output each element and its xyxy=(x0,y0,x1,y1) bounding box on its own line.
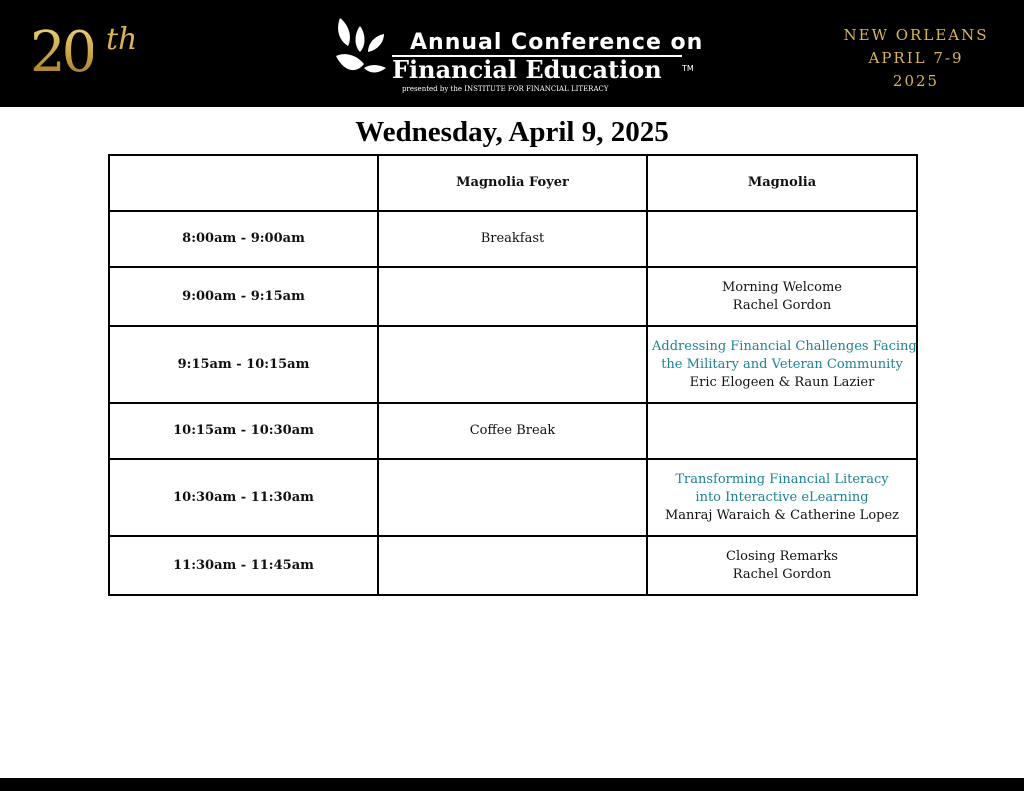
header-banner xyxy=(0,0,1024,107)
time-slot: 8:00am - 9:00am xyxy=(109,211,378,267)
header-cell-magnolia: Magnolia xyxy=(647,155,917,211)
anniversary-badge xyxy=(30,18,140,88)
session-detail: Rachel Gordon xyxy=(732,566,832,582)
schedule-table xyxy=(108,154,918,596)
session-title[interactable]: the Military and Veteran Community xyxy=(661,356,903,372)
time-slot: 9:15am - 10:15am xyxy=(109,326,378,403)
foyer-cell xyxy=(378,536,647,595)
table-row xyxy=(109,211,917,267)
header-cell-foyer: Magnolia Foyer xyxy=(378,155,647,211)
trademark-mark: TM xyxy=(682,64,694,73)
session-title[interactable]: into Interactive eLearning xyxy=(695,489,869,505)
anniversary-suffix: th xyxy=(106,22,138,57)
logo-title-line1: Annual Conference on xyxy=(410,30,704,55)
foyer-cell xyxy=(378,403,647,459)
table-row xyxy=(109,267,917,326)
leaves-icon xyxy=(334,12,390,82)
session-detail: Manraj Waraich & Catherine Lopez xyxy=(664,507,900,523)
session-title[interactable]: Transforming Financial Literacy xyxy=(675,471,889,487)
session-detail: Closing Remarks xyxy=(726,548,838,564)
event-city: NEW ORLEANS xyxy=(843,26,989,44)
session-detail: Rachel Gordon xyxy=(732,297,832,313)
foyer-event: Breakfast xyxy=(480,231,545,246)
time-slot: 10:15am - 10:30am xyxy=(109,403,378,459)
foyer-cell xyxy=(378,211,647,267)
table-row xyxy=(109,536,917,595)
time-slot: 11:30am - 11:45am xyxy=(109,536,378,595)
schedule-header-row xyxy=(109,155,917,211)
magnolia-cell xyxy=(647,267,917,326)
anniversary-number: 20 xyxy=(30,18,93,88)
logo-title-line2: Financial Education xyxy=(392,55,662,84)
foyer-cell xyxy=(378,326,647,403)
magnolia-cell xyxy=(647,459,917,536)
table-row xyxy=(109,326,917,403)
magnolia-cell xyxy=(647,211,917,267)
event-info xyxy=(836,24,996,93)
conference-logo xyxy=(334,12,704,96)
page-title: Wednesday, April 9, 2025 xyxy=(355,116,669,148)
table-row xyxy=(109,459,917,536)
foyer-cell xyxy=(378,267,647,326)
footer-bar xyxy=(0,778,1024,791)
event-dates: APRIL 7-9 xyxy=(868,49,964,67)
magnolia-cell xyxy=(647,536,917,595)
header-cell-time xyxy=(109,155,378,211)
magnolia-cell xyxy=(647,326,917,403)
session-detail: Morning Welcome xyxy=(722,279,842,295)
table-row xyxy=(109,403,917,459)
session-title[interactable]: Addressing Financial Challenges Facing xyxy=(652,338,917,354)
event-year: 2025 xyxy=(892,72,940,90)
foyer-cell xyxy=(378,459,647,536)
time-slot: 10:30am - 11:30am xyxy=(109,459,378,536)
session-detail: Eric Elogeen & Raun Lazier xyxy=(689,374,875,390)
time-slot: 9:00am - 9:15am xyxy=(109,267,378,326)
logo-presenter: presented by the INSTITUTE FOR FINANCIAL LITERACY xyxy=(402,85,609,93)
magnolia-cell xyxy=(647,403,917,459)
foyer-event: Coffee Break xyxy=(469,423,556,438)
